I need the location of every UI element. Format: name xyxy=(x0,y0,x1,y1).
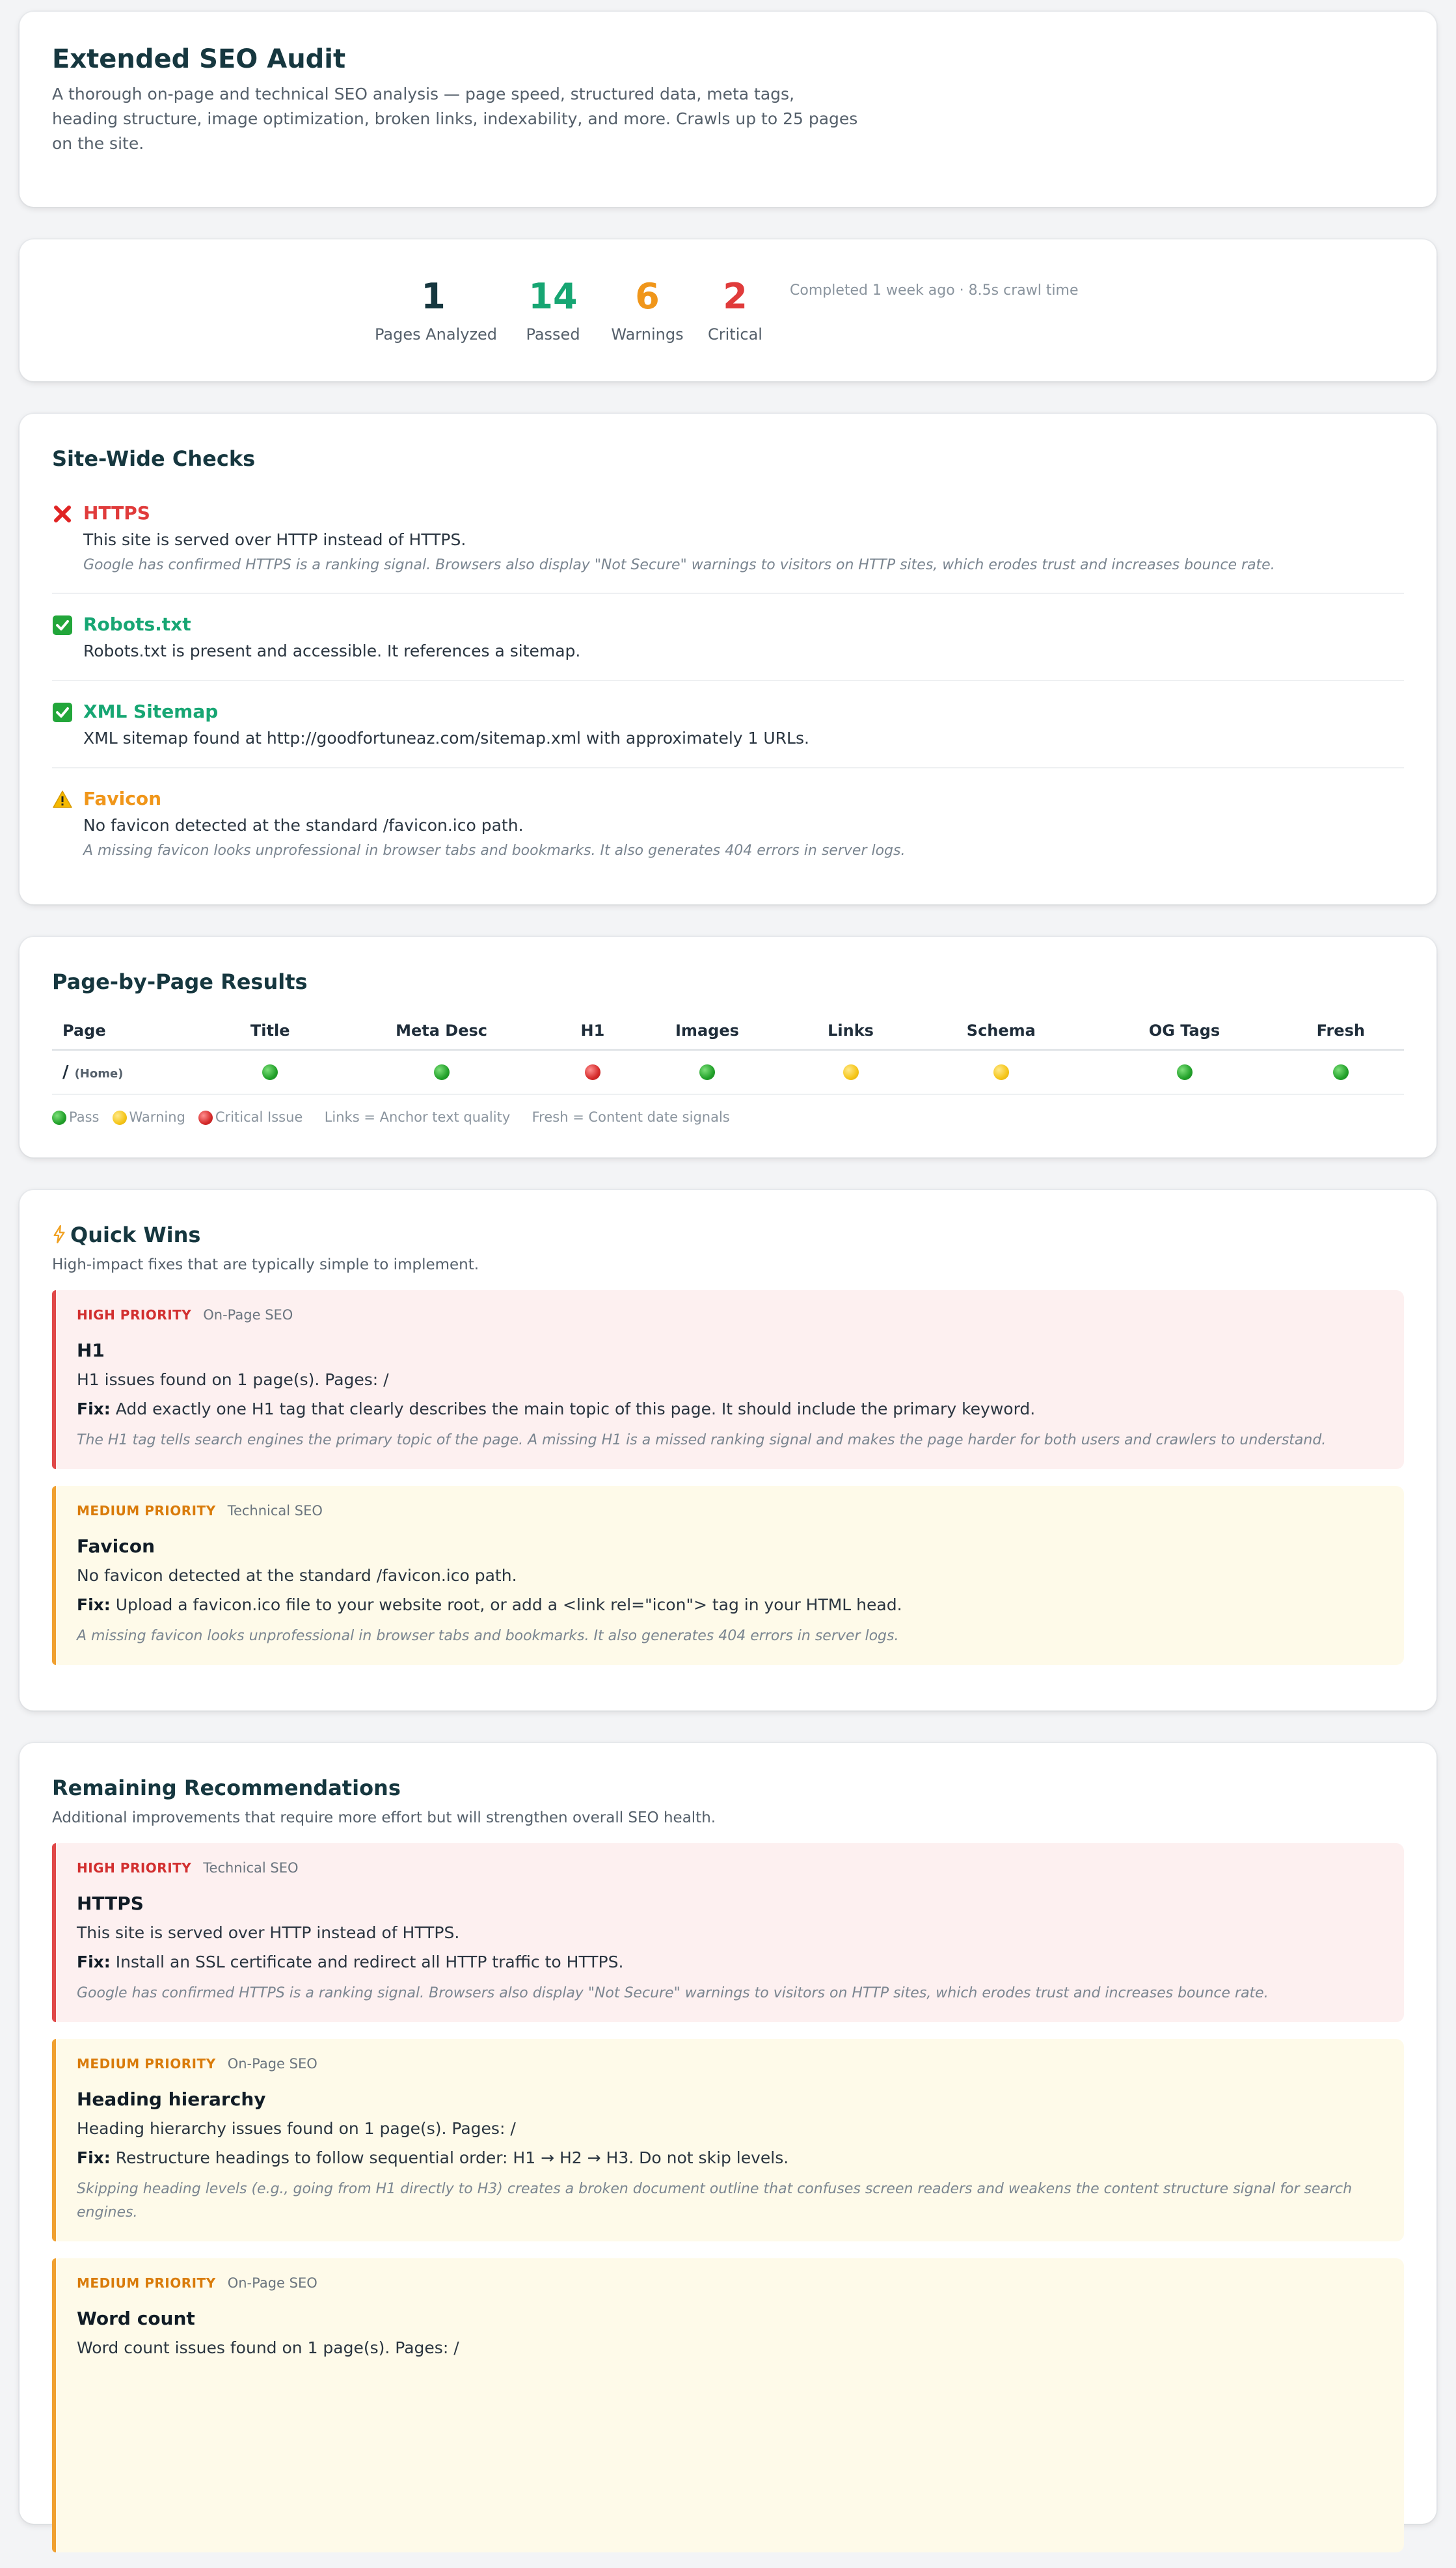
status-dot xyxy=(434,1064,450,1080)
check-message: No favicon detected at the standard /favicon.ico path. xyxy=(83,816,524,835)
fix-label: Fix: xyxy=(77,2148,111,2167)
fix-label: Fix: xyxy=(77,1953,111,1971)
check-https xyxy=(52,483,1404,594)
stats-card xyxy=(20,239,1436,381)
recommendation-title: Word count xyxy=(77,2308,195,2329)
recommendation-card xyxy=(52,1290,1404,1469)
recommendation-title: Favicon xyxy=(77,1535,155,1557)
page-description: A thorough on-page and technical SEO analysis — page speed, structured data, meta tags, heading structure, image optimization, broken links, indexability, and more. Crawls up to 25 pages on the site. xyxy=(52,85,858,153)
check-sitemap xyxy=(52,681,1404,768)
stat-critical-label: Critical xyxy=(708,325,762,344)
recommendation-title: HTTPS xyxy=(77,1893,144,1914)
quick-wins-label: Quick Wins xyxy=(70,1223,201,1247)
priority-badge: MEDIUM PRIORITY xyxy=(77,2056,216,2072)
header-card xyxy=(20,12,1436,207)
check-name: HTTPS xyxy=(83,502,150,524)
check-explanation: Google has confirmed HTTPS is a ranking signal. Browsers also display "Not Secure" warnings to visitors on HTTP sites, which erodes trust and increases bounce rate. xyxy=(83,557,1275,573)
status-cell-title xyxy=(219,1050,321,1095)
recommendation-card xyxy=(52,1843,1404,2022)
fix-text: Add exactly one H1 tag that clearly describes the main topic of this page. It should include the primary keyword. xyxy=(115,1399,1036,1418)
stat-passed xyxy=(514,276,592,344)
fix-text: Install an SSL certificate and redirect all HTTP traffic to HTTPS. xyxy=(115,1953,624,1971)
recommendation-message: H1 issues found on 1 page(s). Pages: / xyxy=(77,1370,389,1389)
column-header: OG Tags xyxy=(1092,1012,1278,1050)
stat-warnings-value: 6 xyxy=(635,276,660,317)
category-label: On-Page SEO xyxy=(227,2056,317,2072)
column-header: H1 xyxy=(561,1012,624,1050)
priority-badge: MEDIUM PRIORITY xyxy=(77,1503,216,1519)
fix-label: Fix: xyxy=(77,1399,111,1418)
column-header: Links xyxy=(790,1012,911,1050)
results-legend xyxy=(52,1109,1404,1125)
stat-critical-value: 2 xyxy=(723,276,748,317)
page-title: Extended SEO Audit xyxy=(52,44,346,74)
check-robots xyxy=(52,594,1404,681)
column-header: Page xyxy=(52,1012,219,1050)
fix-text: Restructure headings to follow sequential order: H1 → H2 → H3. Do not skip levels. xyxy=(115,2148,789,2167)
stat-pages-analyzed xyxy=(375,276,498,344)
recommendation-title: H1 xyxy=(77,1340,105,1361)
page-note: (Home) xyxy=(74,1067,124,1081)
recommendation-explanation: Skipping heading levels (e.g., going from H1 directly to H3) creates a broken document outline that confuses screen readers and weakens the content structure signal for search engines. xyxy=(77,2181,1353,2221)
page-results-title: Page-by-Page Results xyxy=(52,969,308,994)
recommendation-fix xyxy=(77,1399,1379,1418)
status-cell-links xyxy=(790,1050,911,1095)
status-dot xyxy=(262,1064,278,1080)
recommendation-fix xyxy=(77,1595,1379,1614)
stat-critical xyxy=(696,276,774,344)
recommendation-card xyxy=(52,1486,1404,1665)
legend-critical-label: Critical Issue xyxy=(215,1109,303,1125)
remaining-card xyxy=(20,1743,1436,2524)
check-icon xyxy=(52,702,73,723)
column-header: Schema xyxy=(911,1012,1091,1050)
quick-wins-title xyxy=(52,1223,1404,1247)
remaining-title: Remaining Recommendations xyxy=(52,1776,401,1800)
stat-warnings-label: Warnings xyxy=(611,325,684,344)
column-header: Meta Desc xyxy=(321,1012,561,1050)
check-message: Robots.txt is present and accessible. It references a sitemap. xyxy=(83,642,581,660)
check-explanation: A missing favicon looks unprofessional in browser tabs and bookmarks. It also generates 404 errors in server logs. xyxy=(83,843,906,859)
status-cell-h1 xyxy=(561,1050,624,1095)
stat-warnings xyxy=(602,276,693,344)
site-wide-title: Site-Wide Checks xyxy=(52,446,256,471)
recommendation-card xyxy=(52,2039,1404,2241)
fix-label: Fix: xyxy=(77,1595,111,1614)
table-header-row xyxy=(52,1012,1404,1050)
column-header: Fresh xyxy=(1278,1012,1404,1050)
status-dot xyxy=(993,1064,1009,1080)
check-name: Favicon xyxy=(83,788,161,809)
category-label: On-Page SEO xyxy=(227,2275,317,2291)
legend-warning-dot xyxy=(113,1111,127,1125)
priority-badge: MEDIUM PRIORITY xyxy=(77,2275,216,2291)
check-message: This site is served over HTTP instead of HTTPS. xyxy=(83,530,466,549)
stat-pages-label: Pages Analyzed xyxy=(375,325,498,344)
status-cell-meta-desc xyxy=(321,1050,561,1095)
recommendation-explanation: A missing favicon looks unprofessional in browser tabs and bookmarks. It also generates 404 errors in server logs. xyxy=(77,1628,899,1644)
stat-pages-value: 1 xyxy=(421,276,446,317)
category-label: Technical SEO xyxy=(203,1860,299,1876)
quick-wins-subtitle: High-impact fixes that are typically simple to implement. xyxy=(52,1256,479,1273)
stat-passed-label: Passed xyxy=(526,325,580,344)
fix-text: Upload a favicon.ico file to your website root, or add a <link rel="icon"> tag in your HTML head. xyxy=(115,1595,902,1614)
lightning-icon xyxy=(52,1224,66,1244)
status-dot xyxy=(585,1064,600,1080)
check-name: Robots.txt xyxy=(83,614,191,635)
status-dot xyxy=(699,1064,715,1080)
recommendation-message: Heading hierarchy issues found on 1 page(s). Pages: / xyxy=(77,2119,516,2138)
recommendation-explanation: Google has confirmed HTTPS is a ranking signal. Browsers also display "Not Secure" warnings to visitors on HTTP sites, which erodes trust and increases bounce rate. xyxy=(77,1985,1269,2001)
status-dot xyxy=(1333,1064,1349,1080)
status-cell-images xyxy=(624,1050,790,1095)
legend-links-note: Links = Anchor text quality xyxy=(324,1109,511,1125)
priority-badge: HIGH PRIORITY xyxy=(77,1860,192,1876)
check-icon xyxy=(52,615,73,636)
legend-fresh-note: Fresh = Content date signals xyxy=(532,1109,730,1125)
results-table xyxy=(52,1012,1404,1095)
site-wide-card xyxy=(20,414,1436,904)
check-favicon xyxy=(52,768,1404,878)
recommendation-message: Word count issues found on 1 page(s). Pages: / xyxy=(77,2338,459,2357)
legend-critical-dot xyxy=(198,1111,213,1125)
recommendation-message: No favicon detected at the standard /favicon.ico path. xyxy=(77,1566,517,1585)
status-cell-og-tags xyxy=(1092,1050,1278,1095)
table-row[interactable] xyxy=(52,1050,1404,1095)
page-cell xyxy=(52,1050,219,1095)
status-cell-fresh xyxy=(1278,1050,1404,1095)
status-cell-schema xyxy=(911,1050,1091,1095)
recommendation-title: Heading hierarchy xyxy=(77,2088,266,2110)
cross-icon xyxy=(52,504,73,524)
stat-passed-value: 14 xyxy=(528,276,578,317)
recommendation-card xyxy=(52,2258,1404,2552)
page-path: / xyxy=(62,1062,69,1082)
recommendation-explanation: The H1 tag tells search engines the primary topic of the page. A missing H1 is a missed ranking signal and makes the page harder for both users and crawlers to understand. xyxy=(77,1432,1327,1448)
check-name: XML Sitemap xyxy=(83,701,219,722)
column-header: Title xyxy=(219,1012,321,1050)
check-message: XML sitemap found at http://goodfortuneaz.com/sitemap.xml with approximately 1 URLs. xyxy=(83,729,809,748)
quick-wins-card xyxy=(20,1190,1436,1710)
warning-icon xyxy=(52,789,73,810)
remaining-subtitle: Additional improvements that require more effort but will strengthen overall SEO health. xyxy=(52,1809,716,1826)
recommendation-message: This site is served over HTTP instead of HTTPS. xyxy=(77,1923,460,1942)
priority-badge: HIGH PRIORITY xyxy=(77,1307,192,1323)
recommendation-fix xyxy=(77,1953,1379,1971)
legend-pass-label: Pass xyxy=(69,1109,100,1125)
status-dot xyxy=(843,1064,859,1080)
category-label: Technical SEO xyxy=(227,1503,323,1519)
page-results-card xyxy=(20,937,1436,1157)
category-label: On-Page SEO xyxy=(203,1307,293,1323)
completed-status: Completed 1 week ago · 8.5s crawl time xyxy=(790,282,1079,299)
legend-warning-label: Warning xyxy=(129,1109,185,1125)
recommendation-fix xyxy=(77,2148,1379,2167)
column-header: Images xyxy=(624,1012,790,1050)
status-dot xyxy=(1177,1064,1193,1080)
legend-pass-dot xyxy=(52,1111,66,1125)
